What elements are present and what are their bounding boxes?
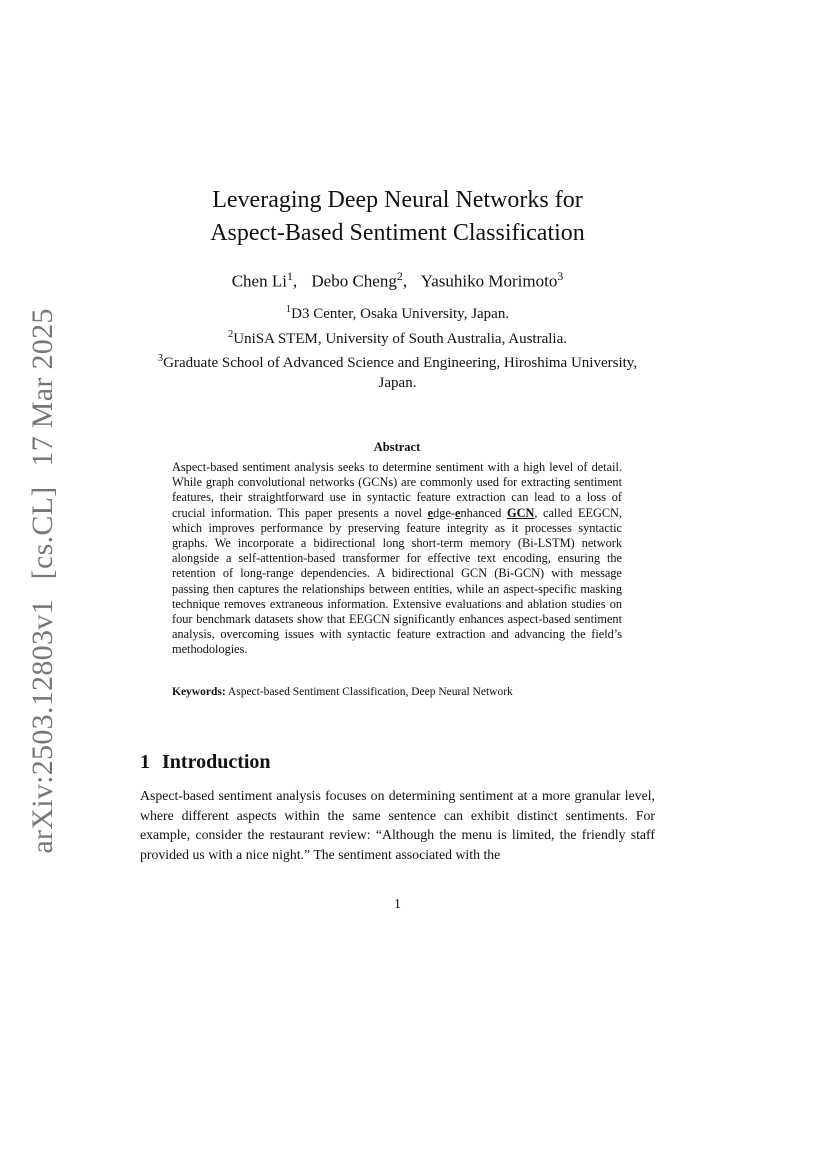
abstract-part: , called EEGCN, which improves performance by preserving feature integrity as it processes syntactic graphs. We incorporate a bidirectional long short-term memory (Bi-LSTM) network alongside a self-attention-based transformer for effective text encoding, ensuring the retention of long-range dependencies. A bidirectional GCN (Bi-GCN) with message passing then captures the relationships between entities, while an aspect-specific masking technique removes extraneous information. Extensive evaluations and ablation studies on four benchmark datasets show that EEGCN significantly enhances aspect-based sentiment analysis, overcoming issues with syntactic feature extraction and advancing the field’s methodologies. <box>172 505 623 657</box>
affiliation-text: UniSA STEM, University of South Australia, Australia. <box>233 330 567 347</box>
affiliation-text: Graduate School of Advanced Science and Engineering, Hiroshima University, Japan. <box>163 355 638 391</box>
paper-title <box>140 184 655 250</box>
intro-paragraph: Aspect-based sentiment analysis focuses on determining sentiment at a more granular level, where different aspects within the same sentence can exhibit distinct sentiments. For example, consider the restaurant review: “Although the menu is limited, the friendly staff provided us with a nice night.” The sentiment associated with the <box>140 788 655 862</box>
abstract-part: Aspect-based sentiment analysis seeks to determine sentiment with a high level of detail. While graph convolutional networks (GCNs) are commonly used for extracting sentiment features, their straightforward use in syntactic feature extraction can lead to a loss of crucial information. This paper presents a novel <box>172 460 622 520</box>
affiliation-list <box>140 300 655 393</box>
section-heading <box>140 751 271 774</box>
abstract-part: nhanced <box>460 505 508 520</box>
affiliation-text: D3 Center, Osaka University, Japan. <box>291 306 510 322</box>
author-name: Debo Cheng <box>311 271 397 291</box>
section-number: 1 <box>140 751 150 773</box>
keywords <box>172 686 622 698</box>
affiliation <box>140 300 655 325</box>
arxiv-id[interactable]: arXiv:2503.12803v1 <box>26 599 59 854</box>
page-number: 1 <box>394 896 401 911</box>
author-affil-mark: 2 <box>396 269 403 283</box>
acronym-word: GCN <box>507 505 535 520</box>
arxiv-date: 17 Mar 2025 <box>26 308 59 467</box>
acronym-letter: e <box>455 505 461 520</box>
acronym-letter: e <box>427 505 434 520</box>
keywords-text: Aspect-based Sentiment Classification, Deep Neural Network <box>227 686 513 698</box>
author-name: Yasuhiko Morimoto <box>420 271 558 291</box>
keywords-label: Keywords: <box>172 686 226 698</box>
title-line-1: Leveraging Deep Neural Networks for <box>212 187 583 213</box>
arxiv-sidebar-stamp <box>26 296 60 853</box>
author-list: Chen Li$^1$, Debo Cheng$^2$, Yasuhiko Morimoto$^3$ <box>231 269 564 291</box>
author-affil-mark: 3 <box>557 269 564 283</box>
abstract-part: dge- <box>433 505 455 520</box>
author-affil-mark: 1 <box>286 269 293 283</box>
affiliation <box>140 325 655 350</box>
affiliation-mark: 3 <box>157 353 164 364</box>
title-line-2: Aspect-Based Sentiment Classification <box>210 220 585 246</box>
section-title: Introduction <box>162 751 271 773</box>
abstract-text <box>172 460 622 658</box>
affiliation <box>140 349 655 393</box>
author-name: Chen Li <box>231 271 287 291</box>
affiliation-mark: 1 <box>285 304 292 315</box>
arxiv-category: [cs.CL] <box>26 486 59 580</box>
abstract-heading: Abstract <box>373 440 421 454</box>
affiliation-mark: 2 <box>228 328 234 340</box>
